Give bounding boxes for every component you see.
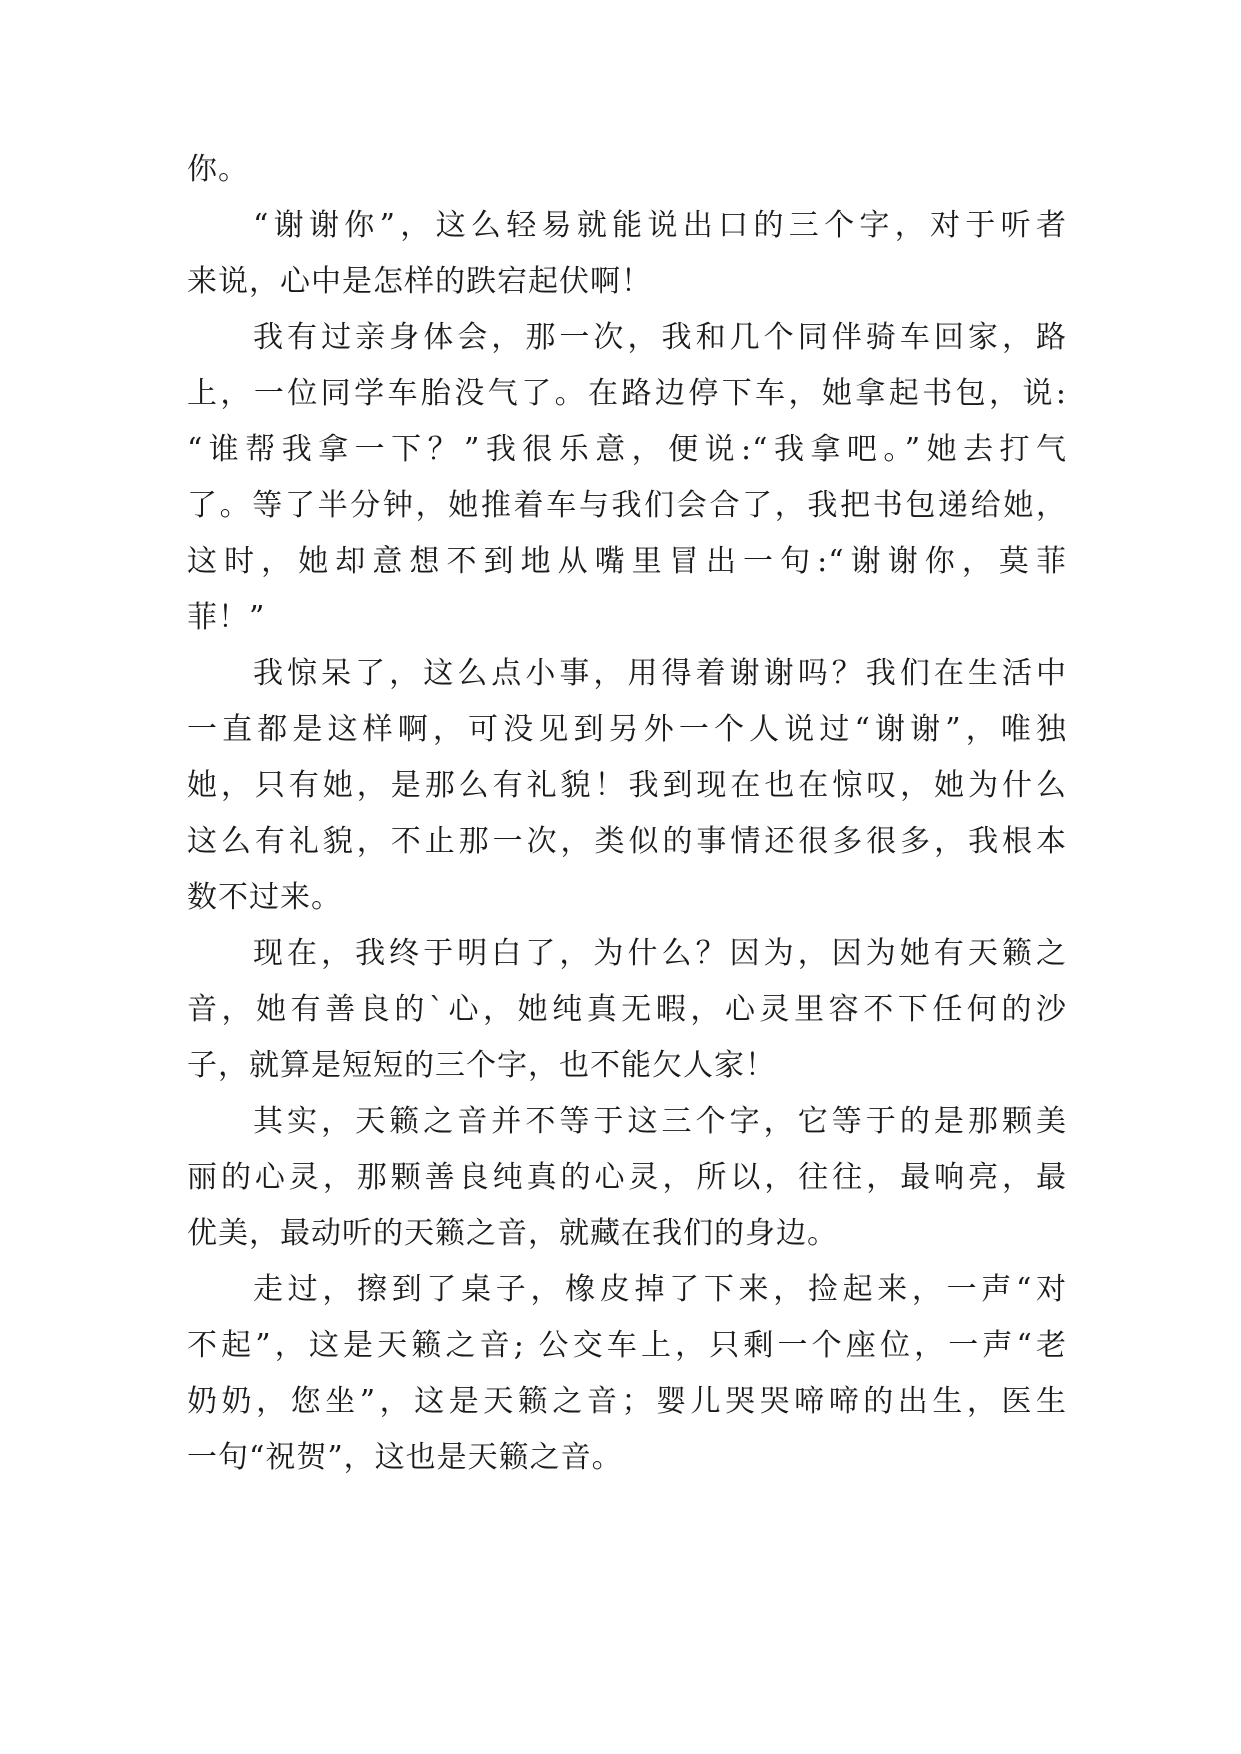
- text-line: 了。等了半分钟，她推着车与我们会合了，我把书包递给她，: [187, 488, 1067, 523]
- text-line: 来说，心中是怎样的跌宕起伏啊！: [187, 264, 652, 299]
- text-line: 菲！”: [187, 600, 266, 635]
- text-line: 优美，最动听的天籁之音，就藏在我们的身边。: [187, 1216, 838, 1251]
- text-line: 你。: [187, 152, 249, 187]
- text-line: 数不过来。: [187, 880, 342, 915]
- text-line: 她，只有她，是那么有礼貌！我到现在也在惊叹，她为什么: [187, 768, 1067, 803]
- text-line: 这时，她却意想不到地从嘴里冒出一句:“谢谢你，莫菲: [187, 544, 1067, 579]
- text-line: 我有过亲身体会，那一次，我和几个同伴骑车回家，路: [253, 320, 1067, 355]
- text-line: 丽的心灵，那颗善良纯真的心灵，所以，往往，最响亮，最: [187, 1160, 1067, 1195]
- text-line: 一直都是这样啊，可没见到另外一个人说过“谢谢”，唯独: [187, 712, 1067, 747]
- text-line: 其实，天籁之音并不等于这三个字，它等于的是那颗美: [253, 1104, 1067, 1139]
- text-line: “谢谢你”，这么轻易就能说出口的三个字，对于听者: [253, 208, 1067, 243]
- text-line: 子，就算是短短的三个字，也不能欠人家！: [187, 1048, 776, 1083]
- text-line: 现在，我终于明白了，为什么？因为，因为她有天籁之: [253, 936, 1067, 971]
- text-line: 不起”，这是天籁之音; 公交车上，只剩一个座位，一声“老: [187, 1328, 1067, 1363]
- text-line: 奶奶，您坐”，这是天籁之音；婴儿哭哭啼啼的出生，医生: [187, 1384, 1067, 1419]
- text-line: 一句“祝贺”，这也是天籁之音。: [187, 1440, 623, 1475]
- text-line: 这么有礼貌，不止那一次，类似的事情还很多很多，我根本: [187, 824, 1067, 859]
- text-line: 走过，擦到了桌子，橡皮掉了下来，捡起来，一声“对: [253, 1272, 1067, 1307]
- text-line: 上，一位同学车胎没气了。在路边停下车，她拿起书包，说:: [187, 376, 1067, 411]
- text-line: 我惊呆了，这么点小事，用得着谢谢吗？我们在生活中: [253, 656, 1067, 691]
- text-line: 音，她有善良的`心，她纯真无暇，心灵里容不下任何的沙: [187, 992, 1067, 1027]
- text-line: “谁帮我拿一下？”我很乐意，便说:“我拿吧。”她去打气: [187, 432, 1067, 467]
